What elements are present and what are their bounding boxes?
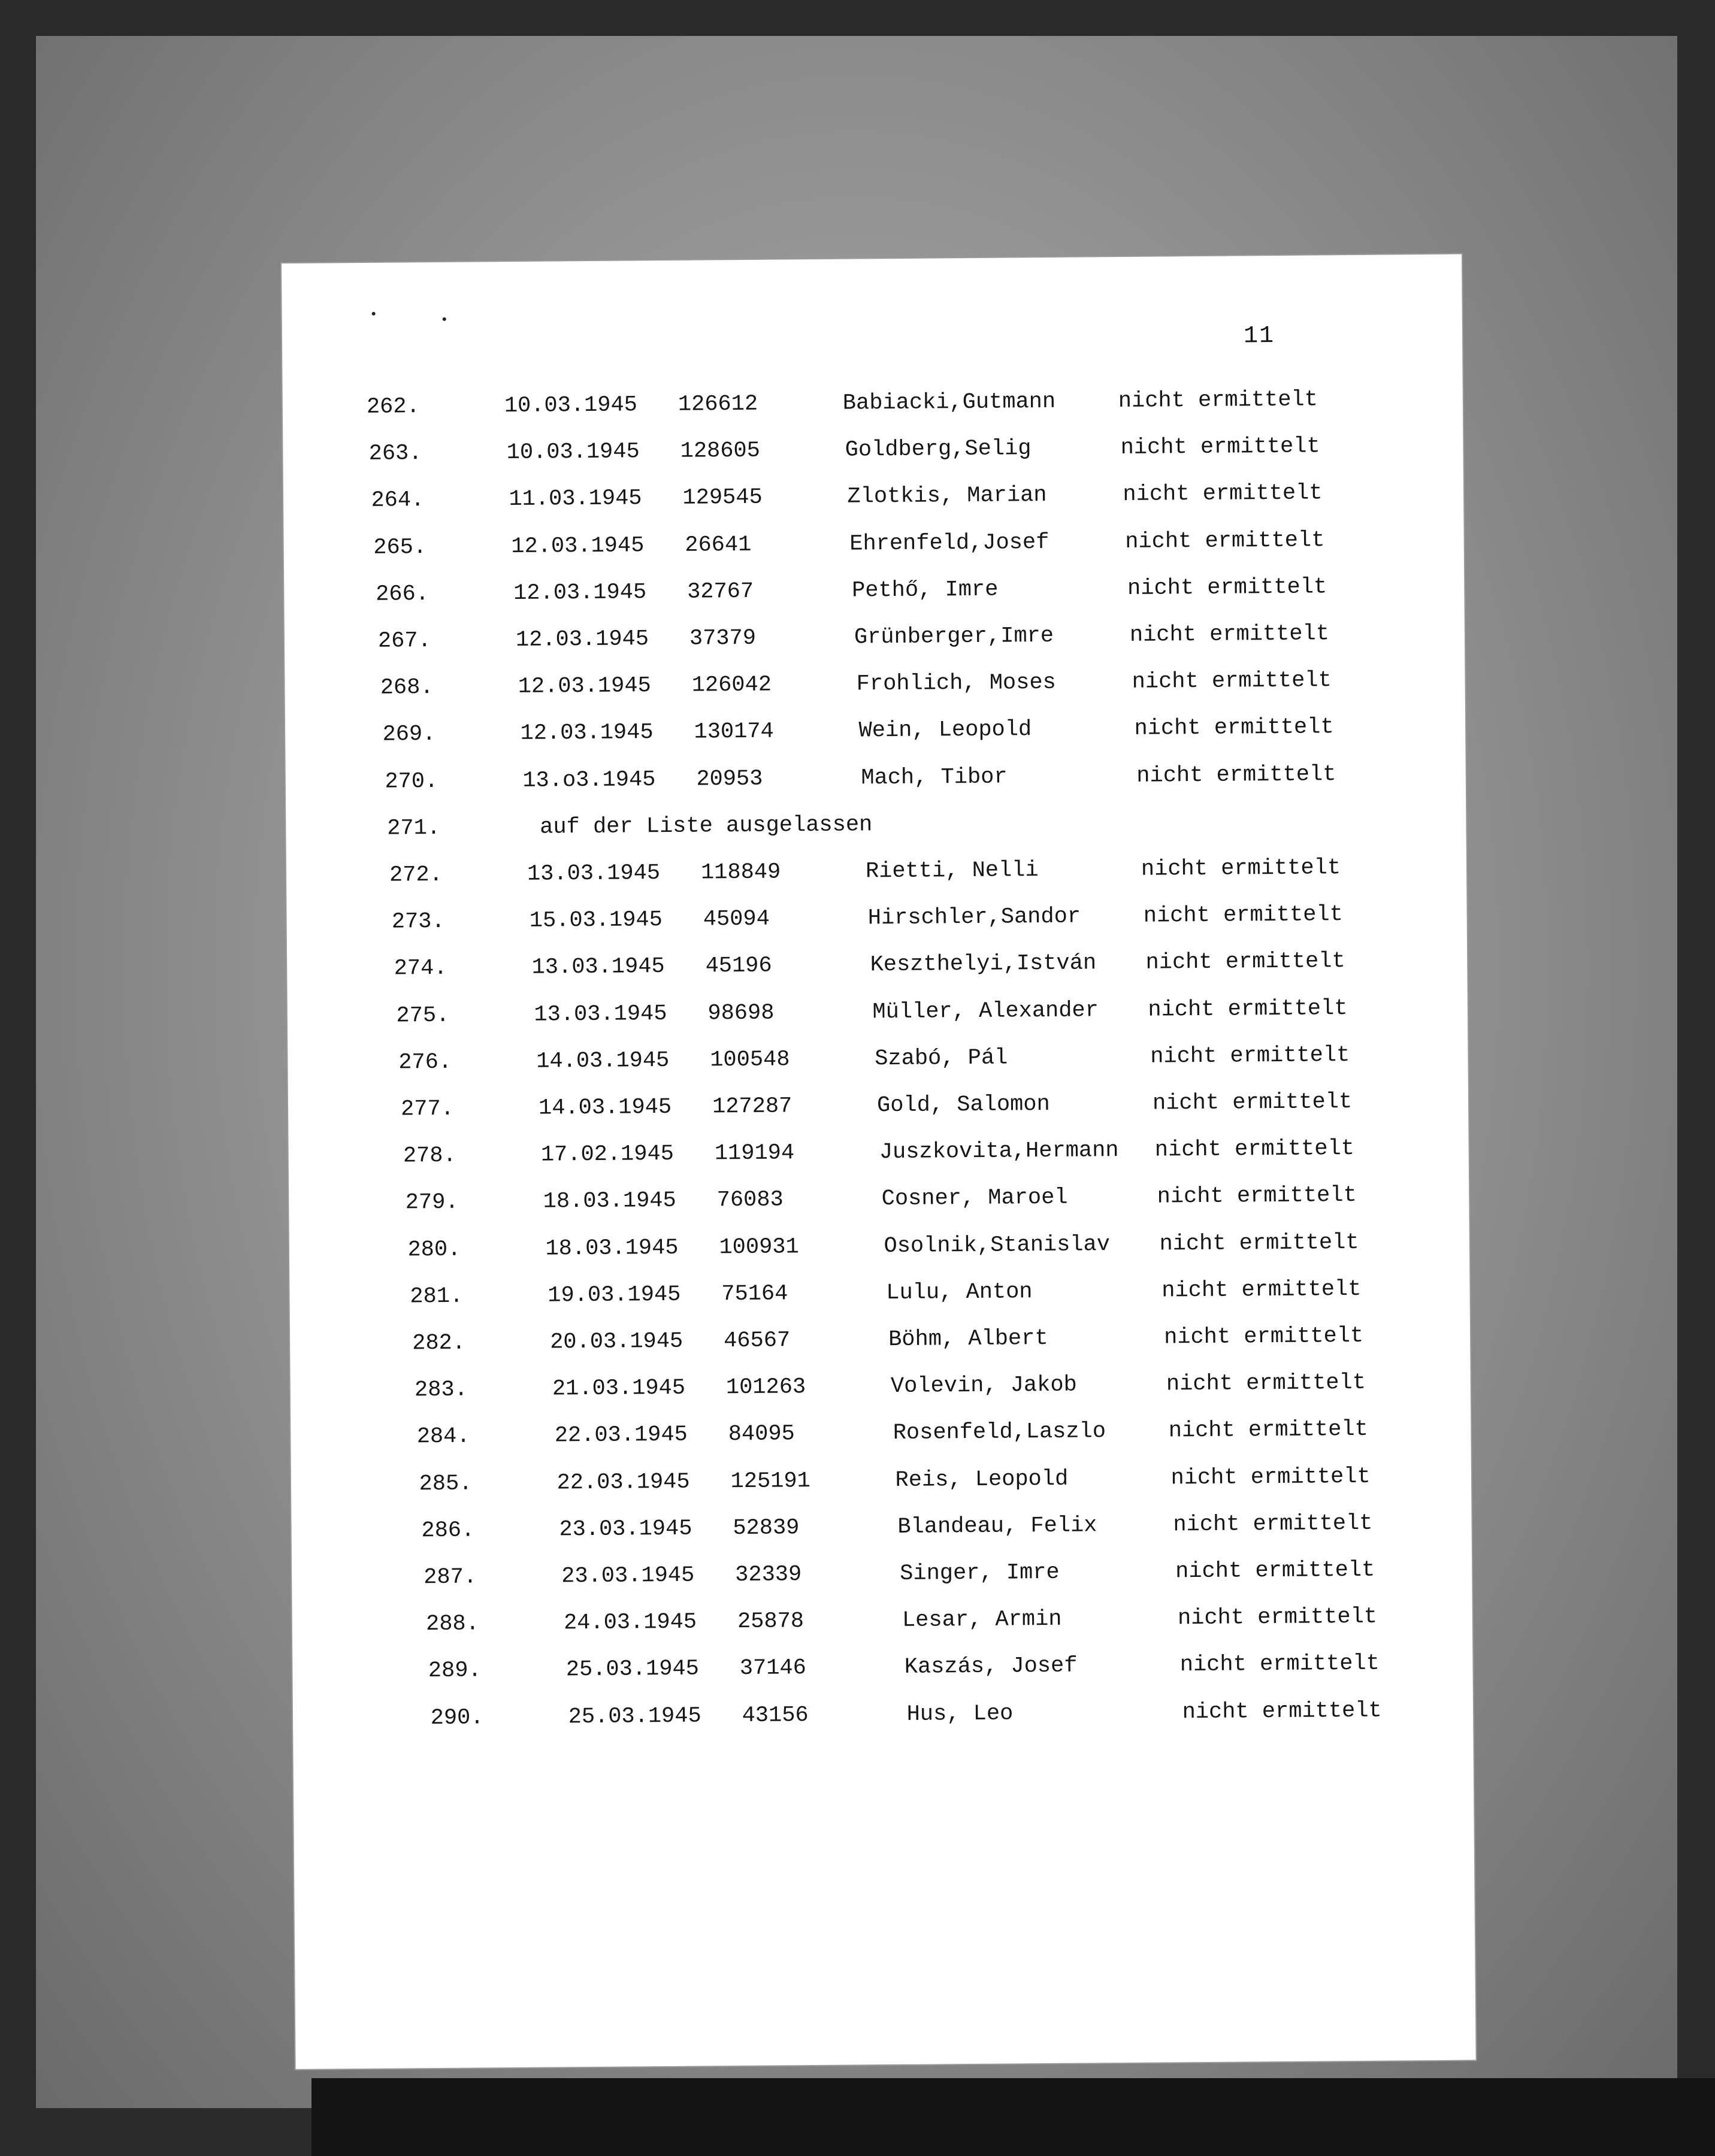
entry-date: 12.03.1945	[518, 673, 651, 700]
entry-status: nicht ermittelt	[1162, 1276, 1362, 1304]
entry-number: 265.	[373, 534, 427, 561]
table-row	[394, 947, 1532, 992]
entry-name: Gold, Salomon	[876, 1091, 1050, 1119]
page-number: 11	[1243, 322, 1275, 350]
table-row	[396, 994, 1534, 1039]
entry-name: Hus, Leo	[906, 1701, 1014, 1727]
entry-number: 269.	[382, 722, 436, 748]
entry-id: 45196	[705, 953, 772, 979]
entry-date: 12.03.1945	[520, 720, 654, 747]
entry-date: 14.03.1945	[536, 1047, 670, 1074]
scan-speck	[443, 317, 446, 321]
entry-number: 287.	[424, 1564, 477, 1591]
entry-date: 12.03.1945	[513, 580, 647, 606]
entry-status: nicht ermittelt	[1127, 574, 1327, 601]
entry-id: 43156	[742, 1702, 809, 1728]
table-row	[410, 1275, 1548, 1320]
entry-date: 22.03.1945	[556, 1469, 690, 1496]
entry-id: 100931	[719, 1234, 799, 1260]
entry-number: 273.	[391, 909, 445, 935]
entry-status: nicht ermittelt	[1123, 480, 1323, 508]
table-row	[392, 901, 1530, 946]
entry-name: Lulu, Anton	[886, 1279, 1033, 1306]
entry-name: Grünberger,Imre	[854, 623, 1054, 650]
entry-date: 10.03.1945	[506, 439, 640, 466]
entry-name: Volevin, Jakob	[890, 1372, 1077, 1400]
entry-id: 20953	[696, 766, 763, 792]
entry-name: Rietti, Nelli	[865, 858, 1039, 885]
entry-name: Frohlich, Moses	[856, 670, 1056, 697]
entry-status: nicht ermittelt	[1136, 761, 1336, 789]
entry-id: 126612	[677, 391, 758, 417]
entry-name: Babiacki,Gutmann	[842, 389, 1056, 416]
entry-status: nicht ermittelt	[1143, 902, 1344, 929]
entry-number: 283.	[414, 1377, 468, 1403]
document-page	[282, 255, 1476, 2069]
entry-name: Juszkovita,Hermann	[879, 1138, 1119, 1165]
entry-name: Blandeau, Felix	[897, 1513, 1097, 1540]
entry-date: 23.03.1945	[559, 1516, 692, 1543]
entry-id: 125191	[730, 1468, 810, 1494]
entry-status: nicht ermittelt	[1134, 714, 1334, 742]
entry-date: 13.03.1945	[531, 954, 665, 981]
entry-date: 14.03.1945	[538, 1094, 672, 1121]
scan-bottom-edge	[311, 2078, 1715, 2156]
entry-number: 280.	[407, 1237, 461, 1262]
entry-date: 18.03.1945	[543, 1188, 676, 1215]
entry-number: 267.	[377, 628, 431, 654]
entry-number: 277.	[400, 1096, 455, 1122]
entry-id: 100548	[710, 1047, 790, 1073]
table-row	[403, 1135, 1541, 1180]
entry-number: 266.	[375, 581, 429, 607]
entry-status: nicht ermittelt	[1173, 1510, 1373, 1538]
entry-date: 22.03.1945	[554, 1422, 688, 1449]
entry-name: Rosenfeld,Laszlo	[893, 1419, 1106, 1446]
table-row	[385, 760, 1523, 805]
entry-status: nicht ermittelt	[1182, 1698, 1382, 1725]
entry-date: 17.02.1945	[540, 1141, 674, 1168]
entry-number: 263.	[368, 441, 422, 467]
entry-date: 21.03.1945	[552, 1375, 686, 1402]
entry-name: Zlotkis, Marian	[847, 483, 1047, 510]
table-row	[398, 1041, 1536, 1086]
table-row	[367, 386, 1505, 431]
entry-name: Ehrenfeld,Josef	[849, 529, 1049, 557]
entry-id: 37146	[739, 1655, 807, 1682]
entry-status: nicht ermittelt	[1148, 995, 1348, 1023]
entry-id: 26641	[685, 532, 752, 558]
entry-status: nicht ermittelt	[1125, 527, 1325, 555]
entry-id: 126042	[691, 672, 772, 698]
entry-date: 25.03.1945	[568, 1703, 701, 1730]
entry-id: 118849	[700, 859, 781, 886]
entry-name: Goldberg,Selig	[845, 436, 1032, 463]
entry-date: 12.03.1945	[511, 532, 645, 559]
entry-name: Böhm, Albert	[888, 1326, 1048, 1353]
entry-number: 286.	[421, 1518, 475, 1544]
entry-id: 52839	[733, 1515, 800, 1541]
entry-number: 290.	[430, 1705, 484, 1731]
table-row	[369, 432, 1507, 477]
entry-name: Wein, Leopold	[858, 717, 1032, 744]
entry-date: 24.03.1945	[563, 1609, 697, 1636]
entry-status: nicht ermittelt	[1152, 1089, 1353, 1116]
entry-date: 13.o3.1945	[522, 767, 656, 794]
entry-date: 13.03.1945	[527, 861, 661, 887]
entry-name: Pethő, Imre	[851, 577, 999, 604]
entry-status: nicht ermittelt	[1145, 949, 1345, 976]
entry-id: 129545	[682, 485, 763, 511]
entry-id: 32339	[735, 1562, 802, 1588]
table-row	[428, 1650, 1566, 1695]
entry-number: 276.	[398, 1049, 452, 1076]
table-row	[417, 1416, 1555, 1461]
entry-id: 98698	[707, 1000, 775, 1026]
entry-id: 37379	[689, 625, 757, 652]
entry-id: 119194	[714, 1140, 795, 1167]
entry-status: nicht ermittelt	[1177, 1604, 1378, 1631]
table-row	[376, 573, 1514, 618]
table-row	[424, 1556, 1562, 1601]
entry-date: 25.03.1945	[565, 1656, 700, 1683]
entry-status: nicht ermittelt	[1150, 1042, 1350, 1070]
entry-id: 32767	[686, 579, 754, 605]
entry-status: nicht ermittelt	[1179, 1651, 1380, 1678]
table-row	[378, 620, 1516, 665]
entry-date: 23.03.1945	[561, 1563, 695, 1589]
entry-note: auf der Liste ausgelassen	[540, 812, 873, 840]
entry-status: nicht ermittelt	[1129, 621, 1330, 648]
entry-number: 288.	[425, 1611, 480, 1637]
table-row	[406, 1182, 1544, 1227]
entry-id: 84095	[728, 1421, 795, 1448]
entry-name: Müller, Alexander	[872, 997, 1099, 1025]
table-row	[373, 526, 1511, 571]
entry-status: nicht ermittelt	[1159, 1230, 1359, 1257]
entry-name: Kaszás, Josef	[904, 1654, 1078, 1680]
table-row	[401, 1088, 1539, 1133]
entry-date: 10.03.1945	[504, 392, 638, 419]
entry-number: 272.	[389, 862, 443, 888]
entry-status: nicht ermittelt	[1120, 434, 1320, 461]
entry-name: Lesar, Armin	[902, 1607, 1062, 1634]
entry-status: nicht ermittelt	[1154, 1136, 1355, 1163]
entry-status: nicht ermittelt	[1168, 1417, 1368, 1444]
entry-number: 278.	[403, 1143, 456, 1169]
entry-number: 274.	[394, 956, 447, 982]
table-row	[415, 1369, 1553, 1414]
table-row	[371, 479, 1509, 524]
entry-number: 275.	[396, 1003, 450, 1029]
entry-number: 262.	[366, 394, 420, 420]
entry-id: 75164	[721, 1281, 788, 1307]
entry-status: nicht ermittelt	[1175, 1557, 1375, 1585]
entry-date: 20.03.1945	[549, 1328, 683, 1355]
entry-id: 128605	[680, 438, 761, 464]
table-row	[426, 1603, 1564, 1648]
entry-id: 127287	[712, 1094, 793, 1120]
entry-number: 281.	[410, 1283, 464, 1310]
entry-number: 282.	[412, 1330, 466, 1356]
entry-number: 279.	[405, 1190, 459, 1216]
entry-status: nicht ermittelt	[1166, 1370, 1366, 1397]
table-row	[382, 713, 1520, 758]
table-row	[407, 1228, 1545, 1273]
entry-status: nicht ermittelt	[1170, 1464, 1371, 1491]
table-row	[421, 1509, 1559, 1554]
entry-name: Singer, Imre	[900, 1560, 1060, 1586]
entry-number: 264.	[371, 487, 425, 514]
table-row	[387, 807, 1525, 852]
entry-number: 271.	[387, 815, 441, 841]
entry-name: Hirschler,Sandor	[867, 904, 1081, 931]
entry-number: 268.	[380, 675, 434, 701]
entry-id: 101263	[725, 1374, 806, 1401]
entry-date: 13.03.1945	[534, 1001, 667, 1028]
table-row	[380, 667, 1519, 711]
entry-id: 45094	[703, 906, 770, 932]
entry-name: Keszthelyi,István	[870, 950, 1097, 978]
table-row	[389, 854, 1528, 899]
entry-name: Szabó, Pál	[875, 1045, 1008, 1072]
entry-status: nicht ermittelt	[1163, 1323, 1364, 1350]
table-row	[431, 1697, 1569, 1742]
entry-date: 12.03.1945	[515, 626, 649, 653]
entry-date: 18.03.1945	[545, 1235, 679, 1262]
entry-id: 25878	[737, 1609, 804, 1635]
entry-status: nicht ermittelt	[1118, 387, 1318, 414]
entry-number: 270.	[385, 768, 438, 795]
entry-name: Mach, Tibor	[861, 764, 1008, 791]
entry-status: nicht ermittelt	[1141, 855, 1341, 882]
entry-status: nicht ermittelt	[1132, 668, 1332, 695]
table-row	[412, 1322, 1550, 1367]
entry-number: 284.	[416, 1424, 470, 1450]
entry-date: 19.03.1945	[548, 1282, 681, 1309]
entry-number: 285.	[419, 1471, 473, 1497]
entry-status: nicht ermittelt	[1157, 1183, 1357, 1210]
table-row	[419, 1462, 1557, 1507]
entry-name: Reis, Leopold	[895, 1466, 1069, 1493]
entry-id: 130174	[694, 719, 774, 746]
entry-number: 289.	[428, 1658, 482, 1684]
scan-speck	[372, 312, 376, 316]
entry-date: 11.03.1945	[509, 486, 642, 513]
entry-id: 76083	[716, 1187, 784, 1213]
entry-name: Osolnik,Stanislav	[884, 1231, 1111, 1259]
entry-id: 46567	[723, 1328, 791, 1354]
entry-date: 15.03.1945	[529, 907, 663, 934]
entry-name: Cosner, Maroel	[881, 1185, 1068, 1212]
